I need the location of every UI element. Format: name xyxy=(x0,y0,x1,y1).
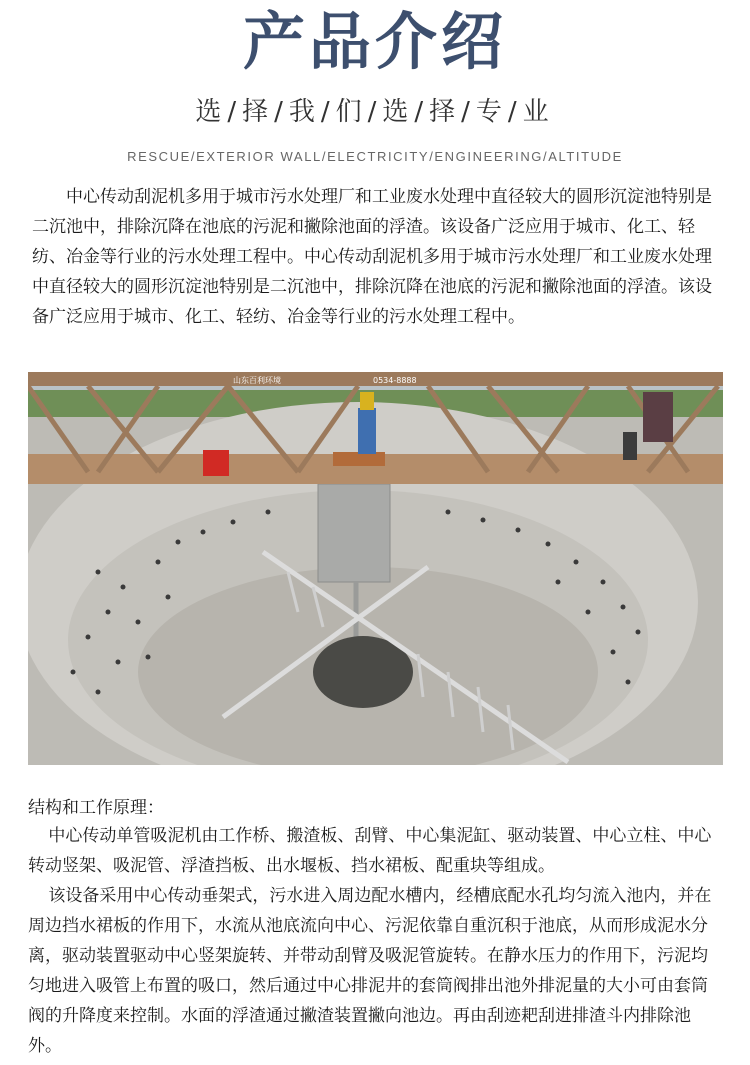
drive-gearbox xyxy=(360,392,374,410)
intro-paragraph: 中心传动刮泥机多用于城市污水处理厂和工业废水处理中直径较大的圆形沉淀池特别是二沉池中，排除沉降在池底的污泥和撇除池面的浮渣。该设备广泛应用于城市、化工、轻纺、冶金等行业的污水处理工程中。中心传动刮泥机多用于城市污水处理厂和工业废水处理中直径较大的圆形沉淀池特别是二沉池中，排除沉降在池底的污泥和撇除池面的浮渣。该设备广泛应用于城市、化工、轻纺、冶金等行业的污水处理工程中。 xyxy=(32,187,712,327)
drive-motor xyxy=(358,408,376,454)
clarifier-photo xyxy=(28,372,723,765)
drive-base xyxy=(333,452,385,466)
structure-heading: 结构和工作原理： xyxy=(28,798,164,818)
structure-paragraph-2: 该设备采用中心传动垂架式，污水进入周边配水槽内，经槽底配水孔均匀流入池内，并在周边挡水裙板的作用下，水流从池底流向中心、污泥依靠自重沉积于池底，从而形成泥水分离，驱动装置驱动中心竖架旋转、并带动刮臂及吸泥管旋转。在静水压力的作用下，污泥均匀地进入吸管上布置的吸口，然后通过中心排泥井的套筒阀排出池外排泥量的大小可由套筒阀的升降度来控制。水面的浮渣通过撇渣装置撇向池边。再由刮迹耙刮进排渣斗内排除池外。 xyxy=(28,886,712,1056)
red-bucket xyxy=(203,450,229,476)
center-drum xyxy=(318,484,390,582)
page-title: 产品介绍 xyxy=(242,5,507,78)
page-subtitle: 选/择/我/们/选/择/专/业 xyxy=(195,97,555,127)
bridge-sign-number: 0534-8888 xyxy=(373,376,417,385)
structure-paragraph-1: 中心传动单管吸泥机由工作桥、搬渣板、刮臂、中心集泥缸、驱动装置、中心立柱、中心转动竖架、吸泥管、浮渣挡板、出水堰板、挡水裙板、配重块等组成。 xyxy=(28,826,712,876)
worker-legs xyxy=(623,432,637,460)
intro-section xyxy=(32,182,722,332)
english-tagline: RESCUE/EXTERIOR WALL/ELECTRICITY/ENGINEERING/ALTITUDE xyxy=(127,149,623,164)
bridge-sign-text: 山东百利环境 xyxy=(233,376,281,385)
worker xyxy=(643,392,673,442)
clarifier-illustration xyxy=(28,372,723,765)
structure-section xyxy=(28,821,722,1061)
